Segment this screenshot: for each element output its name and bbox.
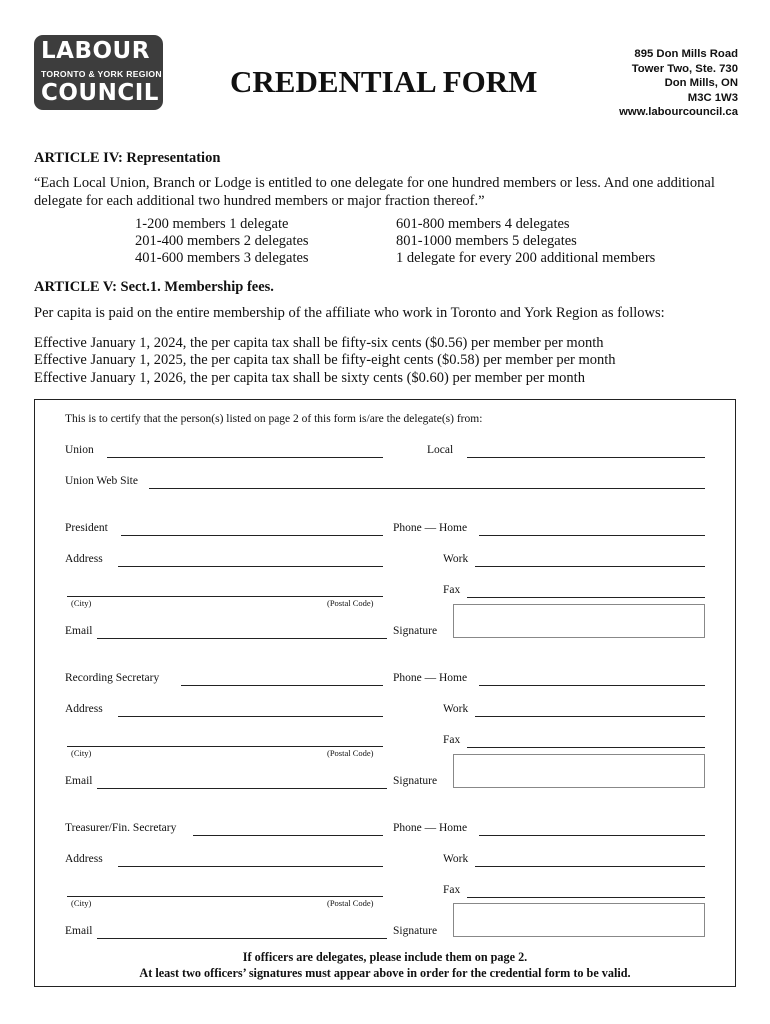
rate-line: Effective January 1, 2024, the per capita tax shall be fifty-six cents ($0.56) per member per month [34,335,604,351]
logo-line-1: LABOUR [41,38,150,64]
signature-label: Signature [393,625,438,637]
membership-row: 801-1000 members 5 delegates [396,233,577,249]
fax-label: Fax [443,584,461,596]
city-caption: (City) [71,748,92,758]
membership-table-left [135,216,309,267]
treasurer-address-field[interactable] [118,866,383,867]
secretary-fax-field[interactable] [467,747,705,748]
union-label: Union [65,444,94,456]
president-fax-field[interactable] [467,597,705,598]
membership-row: 601-800 members 4 delegates [396,216,570,232]
phone-home-label: Phone — Home [393,522,468,534]
local-label: Local [427,444,454,456]
secretary-work-field[interactable] [475,716,705,717]
president-work-field[interactable] [475,566,705,567]
council-address [619,47,738,120]
work-label: Work [443,703,469,715]
email-label: Email [65,625,93,637]
article-4-heading: ARTICLE IV: Representation [34,150,221,166]
signature-label: Signature [393,925,438,937]
fax-label: Fax [443,734,461,746]
treasurer-email-field[interactable] [97,938,387,939]
address-label: Address [65,703,103,715]
work-label: Work [443,853,469,865]
president-field[interactable] [121,535,383,536]
work-label: Work [443,553,469,565]
local-field[interactable] [467,457,705,458]
website-link[interactable]: www.labourcouncil.ca [619,106,738,118]
website-field[interactable] [149,488,705,489]
city-caption: (City) [71,898,92,908]
treasurer-signature-box[interactable] [453,903,705,937]
president-email-field[interactable] [97,638,387,639]
address-label: Address [65,553,103,565]
secretary-email-field[interactable] [97,788,387,789]
signature-label: Signature [393,775,438,787]
address-line: M3C 1W3 [687,91,738,104]
labour-council-logo [34,35,163,110]
membership-row: 201-400 members 2 delegates [135,233,309,249]
certify-text: This is to certify that the person(s) listed on page 2 of this form is/are the delegate(s) from: [65,413,483,425]
logo-line-3: COUNCIL [41,80,159,106]
fax-label: Fax [443,884,461,896]
secretary-phone-home-field[interactable] [479,685,705,686]
treasurer-field[interactable] [193,835,383,836]
recording-secretary-field[interactable] [181,685,383,686]
treasurer-phone-home-field[interactable] [479,835,705,836]
secretary-address-field[interactable] [118,716,383,717]
footer-note-2: At least two officers’ signatures must appear above in order for the credential form to be valid. [139,966,631,980]
email-label: Email [65,775,93,787]
phone-home-label: Phone — Home [393,672,468,684]
postal-caption: (Postal Code) [327,748,374,758]
address-line: 895 Don Mills Road [634,48,738,60]
address-line: Don Mills, ON [664,77,738,89]
membership-row: 401-600 members 3 delegates [135,250,309,266]
president-signature-box[interactable] [453,604,705,638]
membership-row: 1-200 members 1 delegate [135,216,289,232]
treasurer-fax-field[interactable] [467,897,705,898]
email-label: Email [65,925,93,937]
secretary-signature-box[interactable] [453,754,705,788]
city-caption: (City) [71,598,92,608]
website-label: Union Web Site [65,475,138,487]
postal-caption: (Postal Code) [327,598,374,608]
membership-row: 1 delegate for every 200 additional members [396,250,656,266]
article-5-intro: Per capita is paid on the entire membership of the affiliate who work in Toronto and York Region as follows: [34,305,665,321]
president-city-field[interactable] [67,596,383,597]
treasurer-work-field[interactable] [475,866,705,867]
footer-note-1: If officers are delegates, please include them on page 2. [242,950,528,964]
rate-line: Effective January 1, 2026, the per capita tax shall be sixty cents ($0.60) per member per month [34,370,585,386]
recording-secretary-label: Recording Secretary [65,672,160,684]
article-5-heading: ARTICLE V: Sect.1. Membership fees. [34,279,274,295]
credential-form-box [34,399,736,987]
president-phone-home-field[interactable] [479,535,705,536]
president-label: President [65,522,108,534]
phone-home-label: Phone — Home [393,822,468,834]
address-label: Address [65,853,103,865]
treasurer-label: Treasurer/Fin. Secretary [65,822,177,834]
membership-table-right [396,216,655,267]
secretary-city-field[interactable] [67,746,383,747]
treasurer-city-field[interactable] [67,896,383,897]
rate-line: Effective January 1, 2025, the per capita tax shall be fifty-eight cents ($0.58) per member per month [34,352,616,368]
president-address-field[interactable] [118,566,383,567]
postal-caption: (Postal Code) [327,898,374,908]
union-field[interactable] [107,457,383,458]
logo-line-2: TORONTO & YORK REGION [41,69,162,79]
address-line: Tower Two, Ste. 730 [631,62,738,75]
article-4-quote: “Each Local Union, Branch or Lodge is entitled to one delegate for one hundred members or less. And one additional delegate for each additional two hundred members or major fraction thereof.” [34,175,715,209]
page-title: CREDENTIAL FORM [230,64,538,99]
